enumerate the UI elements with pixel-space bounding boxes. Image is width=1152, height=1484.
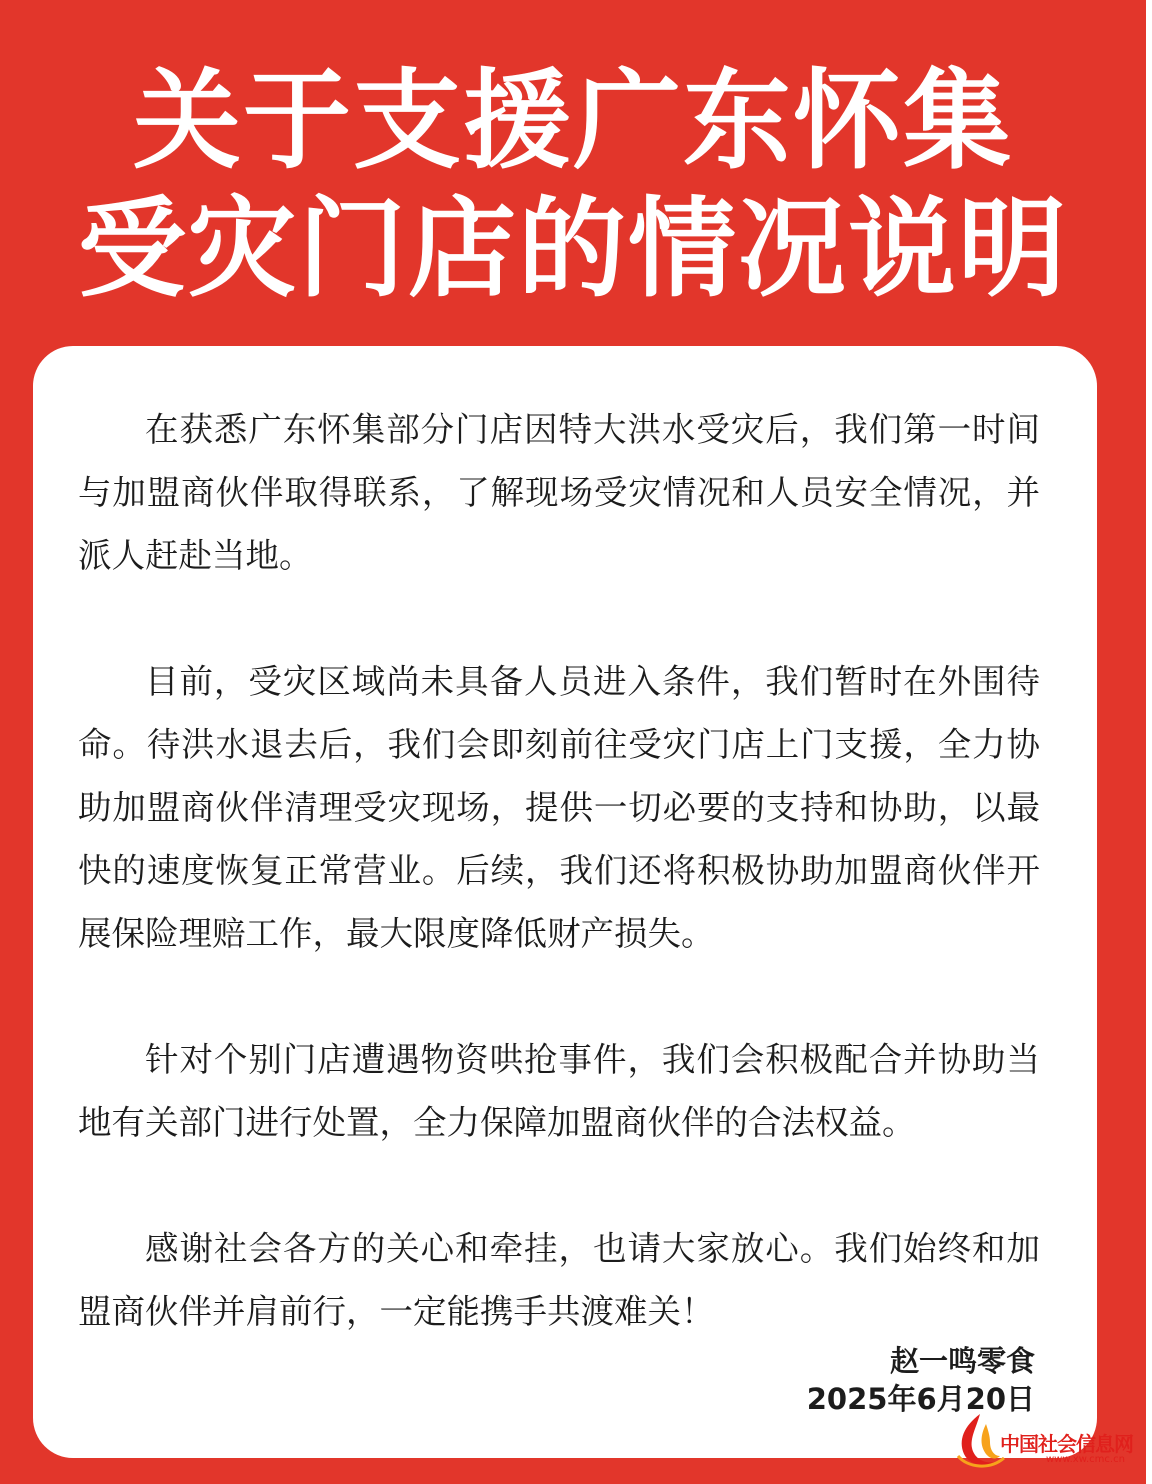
- title-line-1: 关于支援广东怀集: [132, 59, 1013, 184]
- statement-body: [78, 398, 1040, 1406]
- signature-org: 赵一鸣零食: [889, 1344, 1035, 1378]
- paragraph-2: 目前，受灾区域尚未具备人员进入条件，我们暂时在外围待命。待洪水退去后，我们会即刻前往受灾门店上门支援，全力协助加盟商伙伴清理受灾现场，提供一切必要的支持和协助，以最快的速度恢复正常营业。后续，我们还将积极协助加盟商伙伴开展保险理赔工作，最大限度降低财产损失。: [78, 662, 1040, 953]
- watermark-url: www.xw.cmc.cn: [1046, 1454, 1125, 1465]
- statement-card: [33, 346, 1097, 1458]
- paragraph-1: 在获悉广东怀集部分门店因特大洪水受灾后，我们第一时间与加盟商伙伴取得联系，了解现场受灾情况和人员安全情况，并派人赶赴当地。: [78, 410, 1040, 575]
- paragraph-3: 针对个别门店遭遇物资哄抢事件，我们会积极配合并协助当地有关部门进行处置，全力保障加盟商伙伴的合法权益。: [78, 1040, 1040, 1142]
- paragraph-4: 感谢社会各方的关心和牵挂，也请大家放心。我们始终和加盟商伙伴并肩前行，一定能携手共渡难关！: [78, 1229, 1040, 1331]
- site-watermark: [950, 1410, 1146, 1472]
- title-line-2: 受灾门店的情况说明: [77, 187, 1068, 312]
- page-title: [0, 58, 1146, 314]
- signature-date: 2025年6月20日: [806, 1382, 1035, 1416]
- signature-block: [807, 1342, 1035, 1418]
- watermark-name: 中国社会信息网: [1000, 1432, 1133, 1456]
